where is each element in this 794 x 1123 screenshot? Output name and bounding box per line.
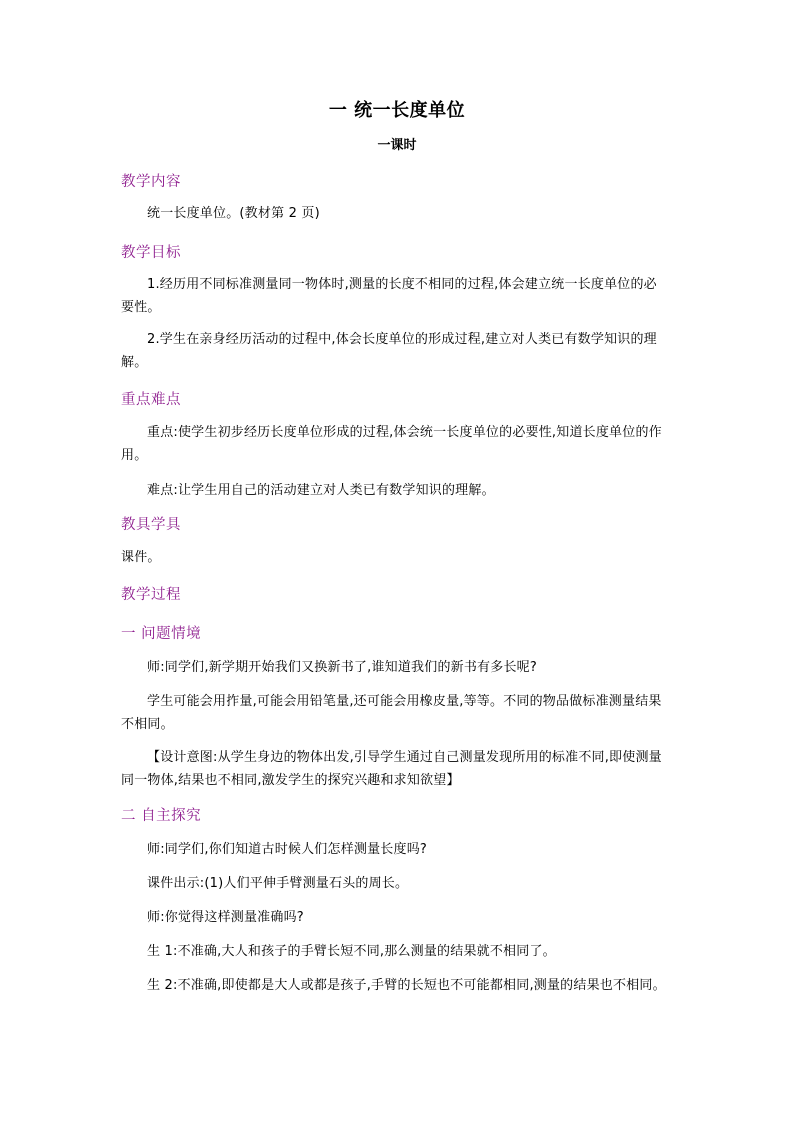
- section2-para-5: 生 2:不准确,即使都是大人或都是孩子,手臂的长短也不可能都相同,测量的结果也不相同。: [147, 978, 666, 993]
- process-heading: 教学过程: [121, 587, 181, 603]
- section2-heading: 二 自主探究: [121, 808, 202, 824]
- section2-para-1: 师:同学们,你们知道古时候人们怎样测量长度吗?: [147, 842, 428, 857]
- section1-design-intent: 【设计意图:从学生身边的物体出发,引导学生通过自己测量发现所用的标准不同,即使测量同一物体,结果也不相同,激发学生的探究兴趣和求知欲望】: [121, 750, 662, 788]
- goal-1: 1.经历用不同标准测量同一物体时,测量的长度不相同的过程,体会建立统一长度单位的必要性。: [121, 277, 657, 315]
- section1-para-1: 师:同学们,新学期开始我们又换新书了,谁知道我们的新书有多长呢?: [147, 660, 537, 675]
- tools-text: 课件。: [121, 550, 161, 565]
- difficult-point: 难点:让学生用自己的活动建立对人类已有数学知识的理解。: [147, 483, 495, 498]
- content-heading: 教学内容: [121, 174, 181, 190]
- section2-para-4: 生 1:不准确,大人和孩子的手臂长短不同,那么测量的结果就不相同了。: [147, 944, 556, 959]
- section2-para-3: 师:你觉得这样测量准确吗?: [147, 910, 304, 925]
- goal-2: 2.学生在亲身经历活动的过程中,体会长度单位的形成过程,建立对人类已有数学知识的理解。: [121, 332, 657, 370]
- section1-heading: 一 问题情境: [121, 626, 202, 642]
- key-heading: 重点难点: [121, 392, 181, 408]
- page-title: 一 统一长度单位: [328, 100, 466, 121]
- section1-para-2: 学生可能会用拃量,可能会用铅笔量,还可能会用橡皮量,等等。不同的物品做标准测量结果不相同。: [121, 694, 662, 732]
- goals-heading: 教学目标: [121, 245, 181, 261]
- key-point: 重点:使学生初步经历长度单位形成的过程,体会统一长度单位的必要性,知道长度单位的作用。: [121, 425, 662, 463]
- tools-heading: 教具学具: [121, 517, 181, 533]
- page-subtitle: 一课时: [377, 138, 417, 153]
- content-text: 统一长度单位。(教材第 2 页): [147, 206, 320, 221]
- section2-para-2: 课件出示:(1)人们平伸手臂测量石头的周长。: [147, 876, 409, 891]
